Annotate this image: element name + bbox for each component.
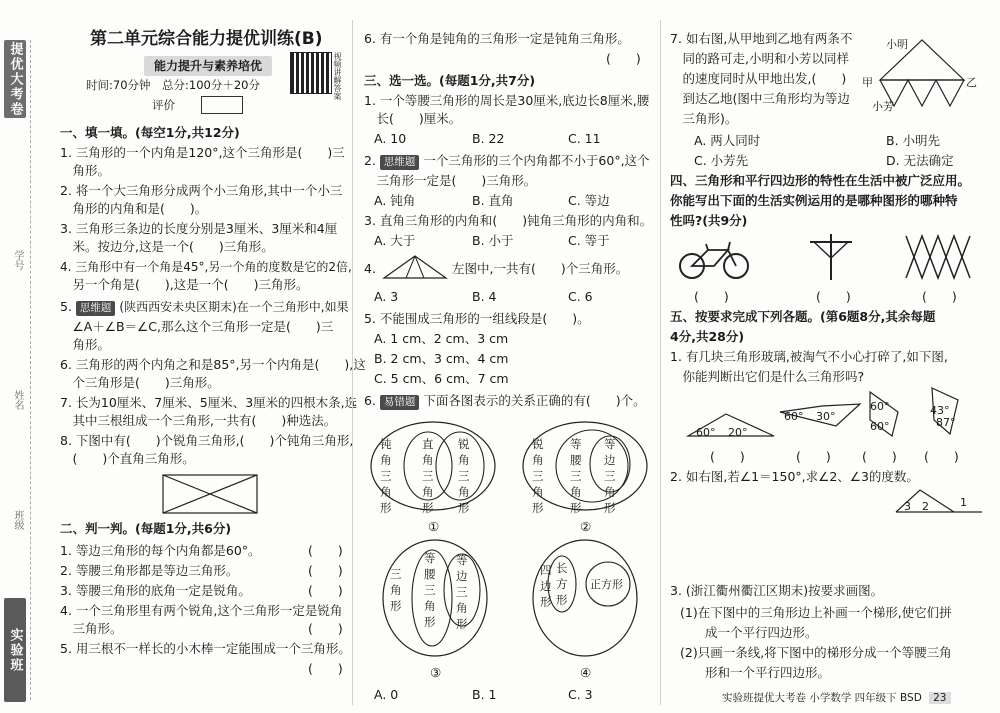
angle-label-2: 2 [922, 500, 929, 513]
brand-tab-bottom: 实验班 [4, 598, 26, 702]
fill-q5-line2: ∠A＋∠B＝∠C,那么这个三角形一定是( )三 [60, 319, 334, 334]
fill-q6-line1: 6. 三角形的两个内角之和是85°,另一个内角是( ),这 [60, 357, 366, 372]
choice-q7-line4: 到达乙地(图中三角形均为等边 [670, 91, 850, 106]
choice-q5: 5. 不能围成三角形的一组线段是( )。 [364, 311, 590, 326]
section-4-heading-line3: 性吗?(共9分) [670, 213, 748, 228]
choice-q6-option-c[interactable]: C. 3 [568, 687, 593, 702]
choice-q7-line5: 三角形)。 [670, 111, 738, 126]
map-label-xiaoming: 小明 [886, 38, 908, 51]
application-answer-1[interactable]: ( ) [694, 289, 729, 304]
choice-q7-option-c[interactable]: C. 小芳先 [694, 153, 749, 168]
pole-brace-figure [806, 232, 856, 282]
judge-q3: 3. 等腰三角形的底角一定是锐角。 [60, 583, 251, 598]
application-answer-3[interactable]: ( ) [922, 289, 957, 304]
venn1-label-a: 钝角三角形 [380, 437, 392, 515]
fill-q7-line1: 7. 长为10厘米、7厘米、5厘米、3厘米的四根木条,选 [60, 395, 358, 410]
fill-q5-number: 5. [60, 299, 72, 314]
class-label: 班级 [12, 510, 23, 530]
section-3-heading: 三、选一选。(每题1分,共7分) [364, 73, 536, 88]
section-5-heading-line2: 4分,共28分) [670, 329, 745, 344]
fill-q8-line1: 8. 下图中有( )个锐角三角形,( )个钝角三角形, [60, 433, 354, 448]
fill-q6-line2: 个三角形是( )三角形。 [60, 375, 220, 390]
choice-q6-text: 下面各图表示的关系正确的有( )个。 [423, 393, 646, 408]
fill-q5-line3: 角形。 [60, 337, 111, 352]
choice-q4-option-b[interactable]: B. 4 [472, 289, 497, 304]
choice-q4-option-a[interactable]: A. 3 [374, 289, 399, 304]
shard4-angle-a: 43° [930, 404, 950, 417]
venn1-label-b: 直角三角形 [422, 437, 434, 515]
venn2-label-b: 等腰三角形 [570, 437, 582, 515]
fill-q5-line1 [60, 298, 349, 316]
angle-label-1: 1 [960, 496, 967, 509]
choice-q1-line2: 长( )厘米。 [364, 111, 462, 126]
judge-q3-answer[interactable]: ( ) [308, 583, 343, 598]
footer-text: 实验班提优大考卷 小学数学 四年级下 BSD [722, 692, 922, 704]
problem-1-line2: 你能判断出它们是什么三角形吗? [670, 369, 865, 384]
judge-q5-answer[interactable]: ( ) [308, 661, 343, 676]
qr-caption: 视频讲解答案 [333, 52, 342, 100]
judge-q6-answer[interactable]: ( ) [606, 51, 641, 66]
choice-q3: 3. 直角三角形的内角和( )钝角三角形的内角和。 [364, 213, 653, 228]
map-label-yi: 乙 [966, 76, 977, 89]
shard4-answer[interactable]: ( ) [924, 449, 959, 464]
choice-q7-option-b[interactable]: B. 小明先 [886, 133, 941, 148]
expandable-gate-figure [904, 232, 974, 282]
choice-q6-line [364, 392, 646, 410]
problem-3a-line2: 成一个平行四边形。 [680, 625, 818, 640]
map-label-xiaofang: 小芳 [872, 100, 894, 113]
column-3 [666, 0, 992, 713]
bicycle-icon [678, 236, 750, 280]
choice-q5-option-b[interactable]: B. 2 cm、3 cm、4 cm [374, 351, 509, 366]
triangle-count-figure [382, 254, 448, 280]
venn1-number: ① [428, 519, 440, 534]
judge-q5: 5. 用三根不一样长的小木棒一定能围成一个三角形。 [60, 641, 351, 656]
thinking-badge: 思维题 [380, 155, 420, 170]
section-1-heading: 一、填一填。(每空1分,共12分) [60, 125, 240, 140]
fill-q2-line1: 2. 将一个大三角形分成两个小三角形,其中一个小三 [60, 183, 343, 198]
page-footer [722, 690, 951, 705]
choice-q2-option-b[interactable]: B. 直角 [472, 193, 514, 208]
fill-q8-line2: ( )个直角三角形。 [60, 451, 195, 466]
error-prone-badge: 易错题 [380, 395, 420, 410]
brand-tab-top: 提优大考卷 [4, 40, 26, 118]
choice-q1-option-a[interactable]: A. 10 [374, 131, 407, 146]
fill-q2-line2: 角形的内角和是( )。 [60, 201, 208, 216]
choice-q4-number: 4. [364, 261, 376, 276]
choice-q3-option-c[interactable]: C. 等于 [568, 233, 610, 248]
choice-q2-option-c[interactable]: C. 等边 [568, 193, 610, 208]
choice-q3-option-a[interactable]: A. 大于 [374, 233, 416, 248]
exam-meta: 时间:70分钟 总分:100分＋20分 [86, 78, 260, 92]
shard2-answer[interactable]: ( ) [796, 449, 831, 464]
evaluation-box[interactable] [201, 96, 243, 114]
judge-q4-line2: 三角形。 [60, 621, 123, 636]
section-5-heading-line1: 五、按要求完成下列各题。(第6题8分,其余每题 [670, 309, 936, 324]
choice-q2-line1 [364, 152, 650, 170]
venn2-label-a: 锐角三角形 [532, 437, 544, 515]
venn2-number: ② [580, 519, 592, 534]
page-number: 23 [929, 692, 950, 704]
choice-q1-option-c[interactable]: C. 11 [568, 131, 601, 146]
venn4-number: ④ [580, 665, 592, 680]
problem-3b-line1: (2)只画一条线,将下图中的梯形分成一个等腰三角 [680, 645, 952, 660]
shard2-angle-a: 60° [784, 410, 804, 423]
choice-q7-line2: 同的路可走,小明和小芳以同样 [670, 51, 849, 66]
choice-q3-option-b[interactable]: B. 小于 [472, 233, 514, 248]
venn4-label-c: 正方形 [590, 578, 623, 591]
venn3-number: ③ [430, 665, 442, 680]
column-divider-2 [660, 20, 661, 705]
choice-q2-number: 2. [364, 153, 376, 168]
choice-q7-line1: 7. 如右图,从甲地到乙地有两条不 [670, 31, 853, 46]
choice-q4-text: 左图中,一共有( )个三角形。 [452, 261, 629, 276]
thinking-badge: 思维题 [76, 301, 116, 316]
choice-q1-line1: 1. 一个等腰三角形的周长是30厘米,底边长8厘米,腰 [364, 93, 650, 108]
venn4-label-a: 四边形 [540, 563, 552, 609]
choice-q6-option-a[interactable]: A. 0 [374, 687, 399, 702]
choice-q5-option-c[interactable]: C. 5 cm、6 cm、7 cm [374, 371, 509, 386]
fill-q4-line2: 另一个角是( ),这是一个( )三角形。 [60, 277, 309, 292]
choice-q1-option-b[interactable]: B. 22 [472, 131, 505, 146]
judge-q1-answer[interactable]: ( ) [308, 543, 343, 558]
choice-q2-text: 一个三角形的三个内角都不小于60°,这个 [423, 153, 650, 168]
fill-q1-line1: 1. 三角形的一个内角是120°,这个三角形是( )三 [60, 145, 345, 160]
choice-q6-number: 6. [364, 393, 376, 408]
student-id-label: 学号 [12, 250, 23, 270]
choice-q5-option-a[interactable]: A. 1 cm、2 cm、3 cm [374, 331, 509, 346]
choice-q4-option-c[interactable]: C. 6 [568, 289, 593, 304]
fill-q5-text: (陕西西安未央区期末)在一个三角形中,如果 [119, 300, 349, 314]
choice-q6-option-b[interactable]: B. 1 [472, 687, 497, 702]
fill-q7-line2: 其中三根组成一个三角形,一共有( )种选法。 [60, 413, 337, 428]
judge-q6: 6. 有一个角是钝角的三角形一定是钝角三角形。 [364, 31, 630, 46]
judge-q4-answer[interactable]: ( ) [308, 621, 343, 636]
choice-q2-line2: 三角形一定是( )三角形。 [364, 173, 537, 188]
judge-q2: 2. 等腰三角形都是等边三角形。 [60, 563, 239, 578]
evaluation-label: 评价 [152, 98, 175, 112]
section-2-heading: 二、判一判。(每题1分,共6分) [60, 521, 232, 536]
shard3-angle-a: 60° [870, 400, 890, 413]
problem-1-line1: 1. 有几块三角形玻璃,被淘气不小心打碎了,如下图, [670, 349, 948, 364]
page-subtitle: 能力提升与素养培优 [144, 56, 272, 76]
venn1-label-c: 锐角三角形 [458, 437, 470, 515]
angle-label-3: 3 [904, 500, 911, 513]
shard3-answer[interactable]: ( ) [862, 449, 897, 464]
fill-q3-line1: 3. 三角形三条边的长度分别是3厘米、3厘米和4厘 [60, 221, 338, 236]
problem-3b-line2: 形和一个平行四边形。 [680, 665, 831, 680]
page-title: 第二单元综合能力提优训练(B) [90, 29, 323, 49]
problem-3: 3. (浙江衢州衢江区期末)按要求画图。 [670, 583, 884, 598]
choice-q7-line3: 的速度同时从甲地出发,( ) [670, 71, 847, 86]
shard2-angle-b: 30° [816, 410, 836, 423]
choice-q2-option-a[interactable]: A. 钝角 [374, 193, 416, 208]
problem-3a-line1: (1)在下图中的三角形边上补画一个梯形,使它们拼 [680, 605, 952, 620]
venn3-label-a: 三角形 [390, 567, 402, 613]
fill-q3-line2: 米。按边分,这是一个( )三角形。 [60, 239, 274, 254]
section-4-heading-line2: 你能写出下面的生活实例运用的是哪种图形的哪种特 [670, 193, 958, 208]
venn2-label-c: 等边三角形 [604, 437, 616, 515]
section-4-heading-line1: 四、三角形和平行四边形的特性在生活中被广泛应用。 [670, 173, 971, 188]
problem-2: 2. 如右图,若∠1＝150°,求∠2、∠3的度数。 [670, 469, 919, 484]
column-divider-1 [352, 20, 353, 705]
fill-q4-line1: 4. 三角形中有一个角是45°,另一个角的度数是它的2倍, [60, 260, 352, 274]
column-2 [360, 0, 652, 713]
qr-code [290, 52, 332, 94]
venn3-label-b: 等腰三角形 [424, 551, 436, 629]
judge-q1: 1. 等边三角形的每个内角都是60°。 [60, 543, 261, 558]
fill-q1-line2: 角形。 [60, 163, 111, 178]
choice-q7-option-d[interactable]: D. 无法确定 [886, 153, 954, 168]
application-answer-2[interactable]: ( ) [816, 289, 851, 304]
venn3-label-c: 等边三角形 [456, 553, 468, 631]
name-label: 姓名 [12, 390, 23, 410]
shard1-answer[interactable]: ( ) [710, 449, 745, 464]
rectangle-diagonals-figure [162, 474, 258, 514]
binding-sidebar [0, 0, 48, 713]
venn4-label-b: 长方形 [556, 561, 568, 607]
choice-q7-option-a[interactable]: A. 两人同时 [694, 133, 761, 148]
shard4-angle-b: 87° [936, 416, 956, 429]
column-1 [56, 0, 366, 713]
shard1-angle-a: 60° [696, 426, 716, 439]
shard3-angle-b: 60° [870, 420, 890, 433]
judge-q2-answer[interactable]: ( ) [308, 563, 343, 578]
cut-line [30, 40, 31, 700]
judge-q4-line1: 4. 一个三角形里有两个锐角,这个三角形一定是锐角 [60, 603, 343, 618]
map-label-jia: 甲 [862, 76, 873, 89]
shard1-angle-b: 20° [728, 426, 748, 439]
